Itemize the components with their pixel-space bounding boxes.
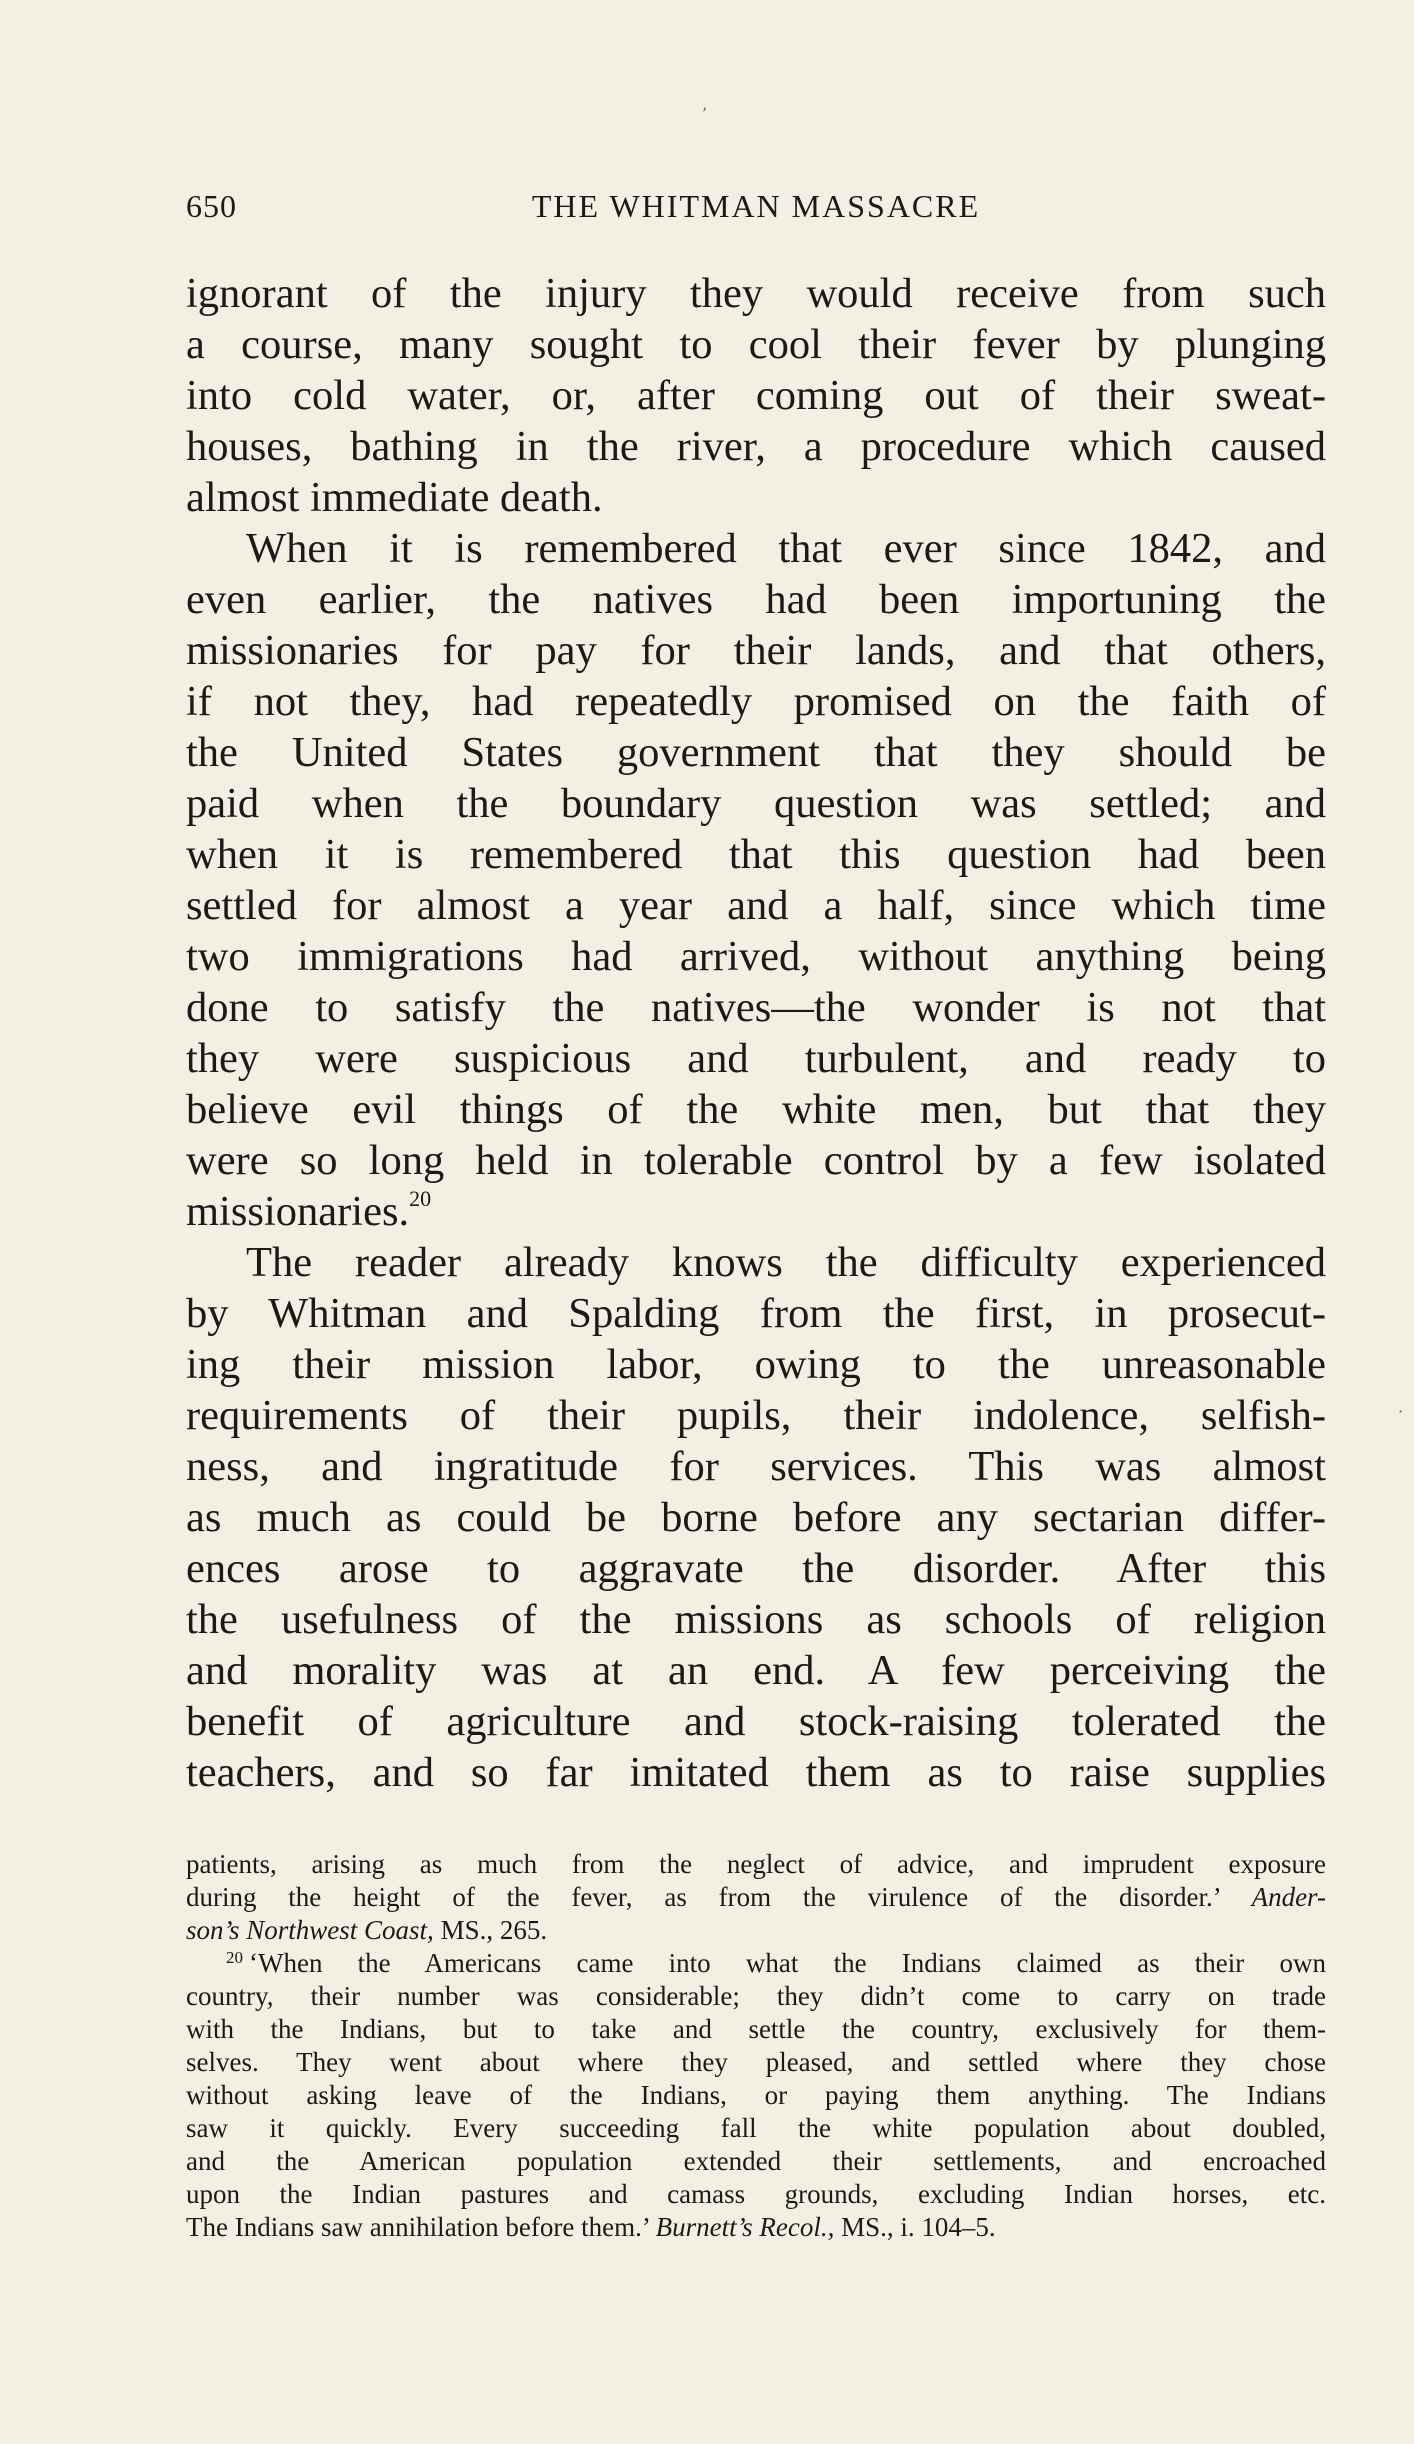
text-line: settled for almost a year and a half, since which time (186, 882, 1326, 929)
citation-italic: Burnett’s Recol., (655, 2212, 835, 2242)
text-line: when it is remembered that this question had been (186, 831, 1326, 878)
citation-italic: Ander- (1251, 1882, 1327, 1912)
text-line: ignorant of the injury they would receive from such (186, 270, 1326, 317)
text-line: even earlier, the natives had been importuning the (186, 576, 1326, 623)
stray-ink-mark: ’ (702, 104, 708, 123)
main-text (186, 268, 1326, 1798)
text-line: ing their mission labor, owing to the unreasonable (186, 1341, 1326, 1388)
footnote-line (186, 2211, 1326, 2244)
running-head (186, 188, 1326, 232)
text-line: missionaries for pay for their lands, and that others, (186, 627, 1326, 674)
text-line: into cold water, or, after coming out of their sweat- (186, 372, 1326, 419)
text-line: were so long held in tolerable control by a few isolated (186, 1137, 1326, 1184)
text-line: benefit of agriculture and stock-raising tolerated the (186, 1698, 1326, 1745)
footnote-line: upon the Indian pastures and camass grounds, excluding Indian horses, etc. (186, 2179, 1326, 2209)
text-line: houses, bathing in the river, a procedure which caused (186, 423, 1326, 470)
footnote-reference: 20 (409, 1185, 432, 1211)
text-line: two immigrations had arrived, without anything being (186, 933, 1326, 980)
text-line: if not they, had repeatedly promised on the faith of (186, 678, 1326, 725)
text-line: done to satisfy the natives—the wonder is not that (186, 984, 1326, 1031)
text-line: and morality was at an end. A few perceiving the (186, 1647, 1326, 1694)
footnote-line: country, their number was considerable; they didn’t come to carry on trade (186, 1981, 1326, 2011)
text-line: When it is remembered that ever since 1842, and (246, 525, 1326, 572)
footnote-text: The Indians saw annihilation before them.’ (186, 2212, 649, 2242)
running-title: THE WHITMAN MASSACRE (531, 188, 981, 224)
citation-italic: son’s Northwest Coast, (186, 1915, 434, 1945)
text-line: by Whitman and Spalding from the first, in prosecut- (186, 1290, 1326, 1337)
footnote-line: with the Indians, but to take and settle the country, exclusively for them- (186, 2014, 1326, 2044)
page-number: 650 (186, 188, 237, 224)
footnote-line (186, 1881, 1326, 1914)
text-line: almost immediate death. (186, 474, 603, 521)
footnote-text: during the height of the fever, as from the virulence of the disorder.’ (186, 1882, 1220, 1912)
footnote-line: saw it quickly. Every succeeding fall the white population about doubled, (186, 2113, 1326, 2143)
text-line: requirements of their pupils, their indolence, selfish- (186, 1392, 1326, 1439)
footnote-line (186, 1914, 1326, 1947)
footnote-line: selves. They went about where they pleased, and settled where they chose (186, 2047, 1326, 2077)
text-line: paid when the boundary question was settled; and (186, 780, 1326, 827)
text-line: as much as could be borne before any sectarian differ- (186, 1494, 1326, 1541)
footnote-text: ‘When the Americans came into what the Indians claimed as their own (249, 1948, 1326, 1978)
text-line: the United States government that they should be (186, 729, 1326, 776)
text-line: ences arose to aggravate the disorder. After this (186, 1545, 1326, 1592)
text-line: The reader already knows the difficulty experienced (246, 1239, 1326, 1286)
text-line (186, 1186, 1326, 1237)
text-line: they were suspicious and turbulent, and ready to (186, 1035, 1326, 1082)
footnote-line: without asking leave of the Indians, or paying them anything. The Indians (186, 2080, 1326, 2110)
text-line: ness, and ingratitude for services. This was almost (186, 1443, 1326, 1490)
footnote-line: patients, arising as much from the neglect of advice, and imprudent exposure (186, 1849, 1326, 1879)
text-line: believe evil things of the white men, but that they (186, 1086, 1326, 1133)
footnote-text: MS., 265. (440, 1915, 548, 1945)
text-line-content: missionaries. (186, 1188, 410, 1235)
stray-ink-mark: · (1398, 1402, 1404, 1421)
text-line: a course, many sought to cool their fever by plunging (186, 321, 1326, 368)
footnote-line (186, 1947, 1326, 1980)
footnote-line: and the American population extended their settlements, and encroached (186, 2146, 1326, 2176)
footnotes (186, 1848, 1326, 2244)
footnote-marker: 20 (226, 1948, 243, 1967)
footnote-text: MS., i. 104–5. (841, 2212, 996, 2242)
text-line: the usefulness of the missions as schools of religion (186, 1596, 1326, 1643)
text-line: teachers, and so far imitated them as to raise supplies (186, 1749, 1326, 1796)
